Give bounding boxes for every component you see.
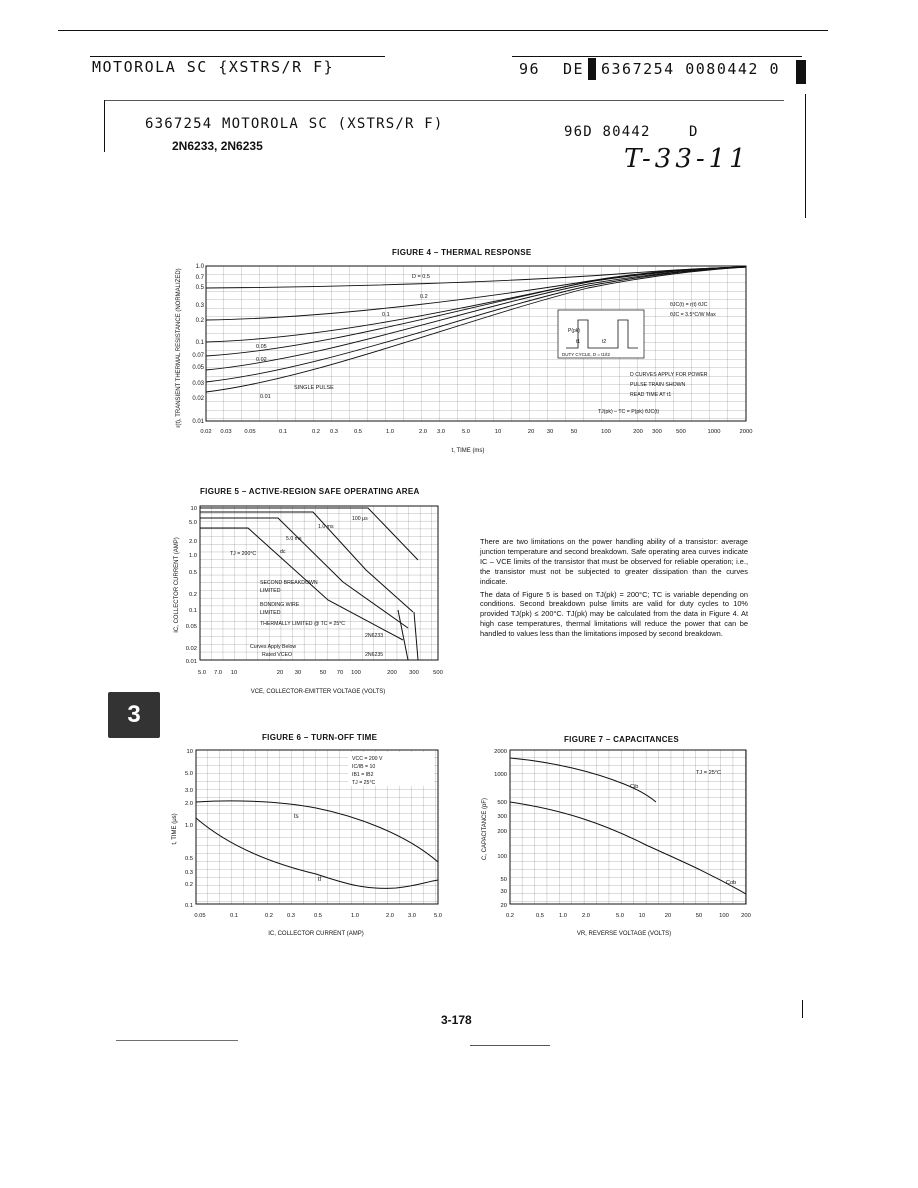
svg-text:TJ(pk) – TC = P(pk) θJC(t): TJ(pk) – TC = P(pk) θJC(t)	[598, 409, 660, 415]
svg-text:10: 10	[186, 749, 193, 755]
svg-text:0.2: 0.2	[311, 429, 321, 435]
figure4-ylabel: r(t), TRANSIENT THERMAL RESISTANCE (NORMALIZED)	[176, 268, 182, 428]
figure4-title: FIGURE 4 – THERMAL RESPONSE	[392, 248, 532, 257]
svg-text:D CURVES APPLY FOR POWER: D CURVES APPLY FOR POWER	[630, 372, 708, 378]
svg-text:200: 200	[741, 913, 751, 919]
svg-text:0.03: 0.03	[220, 429, 232, 435]
svg-text:Rated VCEO: Rated VCEO	[262, 652, 292, 658]
figure7-chart	[474, 744, 758, 944]
header-line1-left: MOTOROLA SC {XSTRS/R F}	[92, 58, 335, 76]
svg-text:100: 100	[497, 854, 507, 860]
svg-text:0.2: 0.2	[420, 294, 428, 300]
svg-text:0.3: 0.3	[184, 870, 193, 876]
inset-t2: t2	[602, 339, 607, 345]
svg-text:500: 500	[497, 800, 507, 806]
svg-text:200: 200	[497, 829, 507, 835]
explanatory-text	[480, 537, 748, 642]
svg-text:0.5: 0.5	[313, 913, 323, 919]
svg-text:0.2: 0.2	[188, 592, 197, 598]
svg-text:0.5: 0.5	[535, 913, 545, 919]
svg-text:0.5: 0.5	[188, 570, 197, 576]
svg-text:1.0: 1.0	[188, 553, 197, 559]
svg-text:2N6233: 2N6233	[365, 633, 384, 639]
svg-text:3.0: 3.0	[436, 429, 446, 435]
svg-text:Curves Apply Below: Curves Apply Below	[250, 644, 297, 650]
part-numbers: 2N6233, 2N6235	[172, 139, 263, 153]
svg-text:READ TIME AT t1: READ TIME AT t1	[630, 392, 672, 398]
svg-text:1.0: 1.0	[195, 264, 204, 270]
svg-text:100: 100	[601, 429, 611, 435]
svg-text:20: 20	[500, 903, 507, 909]
inset-t1: t1	[576, 339, 581, 345]
svg-text:50: 50	[695, 913, 703, 919]
svg-text:5.0: 5.0	[615, 913, 625, 919]
figure4-xlabel: t, TIME (ms)	[451, 448, 485, 454]
svg-text:2.0: 2.0	[184, 801, 193, 807]
svg-text:0.05: 0.05	[244, 429, 256, 435]
svg-text:2000: 2000	[494, 749, 507, 755]
figure6-xlabel: IC, COLLECTOR CURRENT (AMP)	[268, 931, 364, 937]
inset-duty: DUTY CYCLE, D = t1/t2	[562, 352, 611, 357]
svg-text:0.03: 0.03	[192, 381, 204, 387]
svg-text:0.1: 0.1	[382, 312, 390, 318]
section-tab-3: 3	[108, 692, 160, 738]
svg-text:0.05: 0.05	[192, 365, 204, 371]
figure4-chart	[168, 258, 768, 458]
figure5-ylabel: IC, COLLECTOR CURRENT (AMP)	[174, 537, 180, 633]
header-line1-code-a: 96	[519, 60, 541, 78]
svg-text:50: 50	[570, 429, 578, 435]
svg-text:30: 30	[294, 670, 302, 676]
header-line2-d: D	[689, 124, 699, 140]
svg-text:1.0: 1.0	[558, 913, 568, 919]
svg-text:2N6235: 2N6235	[365, 652, 384, 658]
svg-text:SINGLE PULSE: SINGLE PULSE	[294, 385, 334, 391]
svg-text:0.02: 0.02	[256, 357, 267, 363]
svg-text:θJC = 3.5°C/W Max: θJC = 3.5°C/W Max	[670, 312, 716, 318]
svg-text:TJ = 25°C: TJ = 25°C	[352, 780, 376, 786]
svg-text:0.01: 0.01	[185, 659, 197, 665]
svg-text:2.0: 2.0	[188, 539, 197, 545]
paragraph-1: There are two limitations on the power handling ability of a transistor: average junction temperature and second breakdown. Safe operating area curves indicate IC – VCE limits of the transistor that must be observed for reliable operation; i.e., the transistor must not be subjected to greater dissipation than the curves indicate.	[480, 537, 748, 586]
svg-text:0.02: 0.02	[200, 429, 212, 435]
svg-text:200: 200	[633, 429, 643, 435]
figure7-ylabel: C, CAPACITANCE (pF)	[482, 797, 488, 861]
svg-text:30: 30	[546, 429, 554, 435]
header-black-bar-right	[796, 60, 806, 84]
header-line2-left: 6367254 MOTOROLA SC (XSTRS/R F)	[145, 116, 444, 132]
svg-text:300: 300	[409, 670, 419, 676]
figure5-title: FIGURE 5 – ACTIVE-REGION SAFE OPERATING AREA	[200, 487, 420, 496]
svg-text:0.3: 0.3	[286, 913, 296, 919]
svg-text:50: 50	[319, 670, 327, 676]
figure7-xlabel: VR, REVERSE VOLTAGE (VOLTS)	[576, 931, 672, 937]
svg-text:2.0: 2.0	[418, 429, 428, 435]
svg-text:20: 20	[664, 913, 672, 919]
svg-text:0.1: 0.1	[195, 340, 204, 346]
svg-text:1.0: 1.0	[385, 429, 395, 435]
svg-text:0.02: 0.02	[185, 646, 197, 652]
svg-text:Cob: Cob	[726, 880, 737, 886]
svg-text:0.2: 0.2	[264, 913, 274, 919]
svg-text:2.0: 2.0	[385, 913, 395, 919]
svg-text:0.2: 0.2	[195, 318, 204, 324]
svg-text:0.01: 0.01	[260, 394, 271, 400]
svg-text:100: 100	[351, 670, 361, 676]
svg-text:0.02: 0.02	[192, 396, 204, 402]
svg-text:100 μs: 100 μs	[352, 516, 368, 522]
svg-text:10: 10	[494, 429, 502, 435]
svg-text:0.7: 0.7	[195, 275, 204, 281]
handwritten-code: T-33-11	[624, 144, 750, 174]
svg-text:1.0: 1.0	[350, 913, 360, 919]
svg-text:0.1: 0.1	[184, 903, 193, 909]
svg-text:D = 0.5: D = 0.5	[412, 274, 430, 280]
svg-text:200: 200	[387, 670, 397, 676]
svg-text:70: 70	[336, 670, 344, 676]
svg-text:0.5: 0.5	[184, 856, 193, 862]
paragraph-2: The data of Figure 5 is based on TJ(pk) = 200°C; TC is variable depending on conditions. Second breakdown pulse limits are valid for duty cycles to 10% provided TJ(pk) ≤ 200°C. TJ(pk) may be calculated from the data in Figure 4. At high case temperatures, thermal limitations will reduce the power that can be handled to values less than the limitations imposed by second breakdown.	[480, 589, 748, 639]
svg-text:2.0: 2.0	[581, 913, 591, 919]
svg-text:1000: 1000	[494, 772, 507, 778]
svg-text:LIMITED: LIMITED	[260, 610, 281, 616]
svg-text:θJC(t) = r(t) θJC: θJC(t) = r(t) θJC	[670, 302, 708, 308]
svg-text:5.0: 5.0	[184, 771, 193, 777]
svg-text:0.05: 0.05	[256, 344, 267, 350]
svg-text:0.01: 0.01	[192, 419, 204, 425]
svg-text:20: 20	[527, 429, 535, 435]
figure7-title: FIGURE 7 – CAPACITANCES	[564, 735, 680, 744]
header-line1-code-c: 6367254 0080442 0	[601, 60, 781, 78]
svg-text:500: 500	[676, 429, 686, 435]
svg-text:TJ = 25°C: TJ = 25°C	[696, 770, 722, 776]
svg-text:IB1 = IB2: IB1 = IB2	[352, 772, 374, 778]
svg-text:0.5: 0.5	[195, 285, 204, 291]
page-number: 3-178	[441, 1013, 472, 1027]
svg-text:300: 300	[652, 429, 662, 435]
figure5-xlabel: VCE, COLLECTOR-EMITTER VOLTAGE (VOLTS)	[250, 689, 386, 695]
figure6-title: FIGURE 6 – TURN-OFF TIME	[262, 733, 378, 742]
svg-text:BONDING WIRE: BONDING WIRE	[260, 602, 300, 608]
svg-text:5.0: 5.0	[461, 429, 471, 435]
svg-text:0.07: 0.07	[192, 353, 204, 359]
figure6-ylabel: t, TIME (μs)	[172, 813, 178, 845]
svg-text:300: 300	[497, 814, 507, 820]
svg-text:tf: tf	[318, 877, 322, 883]
svg-text:100: 100	[719, 913, 729, 919]
figure5-chart	[168, 500, 448, 700]
svg-text:ts: ts	[294, 814, 299, 820]
svg-text:2000: 2000	[739, 429, 753, 435]
svg-text:TJ = 200°C: TJ = 200°C	[230, 551, 257, 557]
svg-text:5.0: 5.0	[433, 913, 443, 919]
svg-text:7.0: 7.0	[213, 670, 223, 676]
svg-text:0.2: 0.2	[184, 882, 193, 888]
svg-text:SECOND BREAKDOWN: SECOND BREAKDOWN	[260, 580, 318, 586]
svg-text:0.3: 0.3	[329, 429, 339, 435]
svg-text:PULSE TRAIN SHOWN: PULSE TRAIN SHOWN	[630, 382, 686, 388]
svg-text:1.0 ms: 1.0 ms	[318, 524, 334, 530]
svg-text:1.0: 1.0	[184, 823, 193, 829]
svg-text:0.1: 0.1	[278, 429, 288, 435]
figure6-chart	[166, 744, 450, 944]
svg-text:0.5: 0.5	[353, 429, 363, 435]
svg-text:1000: 1000	[707, 429, 721, 435]
svg-text:0.05: 0.05	[194, 913, 206, 919]
svg-text:5.0: 5.0	[188, 520, 197, 526]
svg-text:500: 500	[433, 670, 443, 676]
svg-text:5.0: 5.0	[197, 670, 207, 676]
svg-text:THERMALLY LIMITED @ TC = 25°C: THERMALLY LIMITED @ TC = 25°C	[260, 621, 346, 627]
svg-text:10: 10	[190, 506, 197, 512]
svg-text:0.1: 0.1	[188, 608, 197, 614]
svg-text:LIMITED: LIMITED	[260, 588, 281, 594]
svg-text:20: 20	[276, 670, 284, 676]
svg-text:3.0: 3.0	[184, 788, 193, 794]
svg-text:dc: dc	[280, 549, 286, 555]
svg-text:0.2: 0.2	[505, 913, 515, 919]
svg-text:0.3: 0.3	[195, 303, 204, 309]
svg-text:0.05: 0.05	[185, 624, 197, 630]
svg-text:3.0: 3.0	[407, 913, 417, 919]
header-line2-right: 96D 80442	[564, 124, 651, 140]
svg-text:0.1: 0.1	[229, 913, 239, 919]
svg-text:30: 30	[500, 889, 507, 895]
svg-text:50: 50	[500, 877, 507, 883]
svg-text:VCC = 200 V: VCC = 200 V	[352, 756, 383, 762]
inset-ppk: P(pk)	[568, 328, 580, 334]
header-line1-code-b: DE	[563, 60, 585, 78]
svg-text:Cib: Cib	[630, 784, 639, 790]
svg-text:10: 10	[638, 913, 646, 919]
header-black-bar	[588, 58, 596, 80]
svg-text:5.0 ms: 5.0 ms	[286, 536, 302, 542]
svg-text:10: 10	[230, 670, 238, 676]
svg-text:IC/IB = 10: IC/IB = 10	[352, 764, 376, 770]
